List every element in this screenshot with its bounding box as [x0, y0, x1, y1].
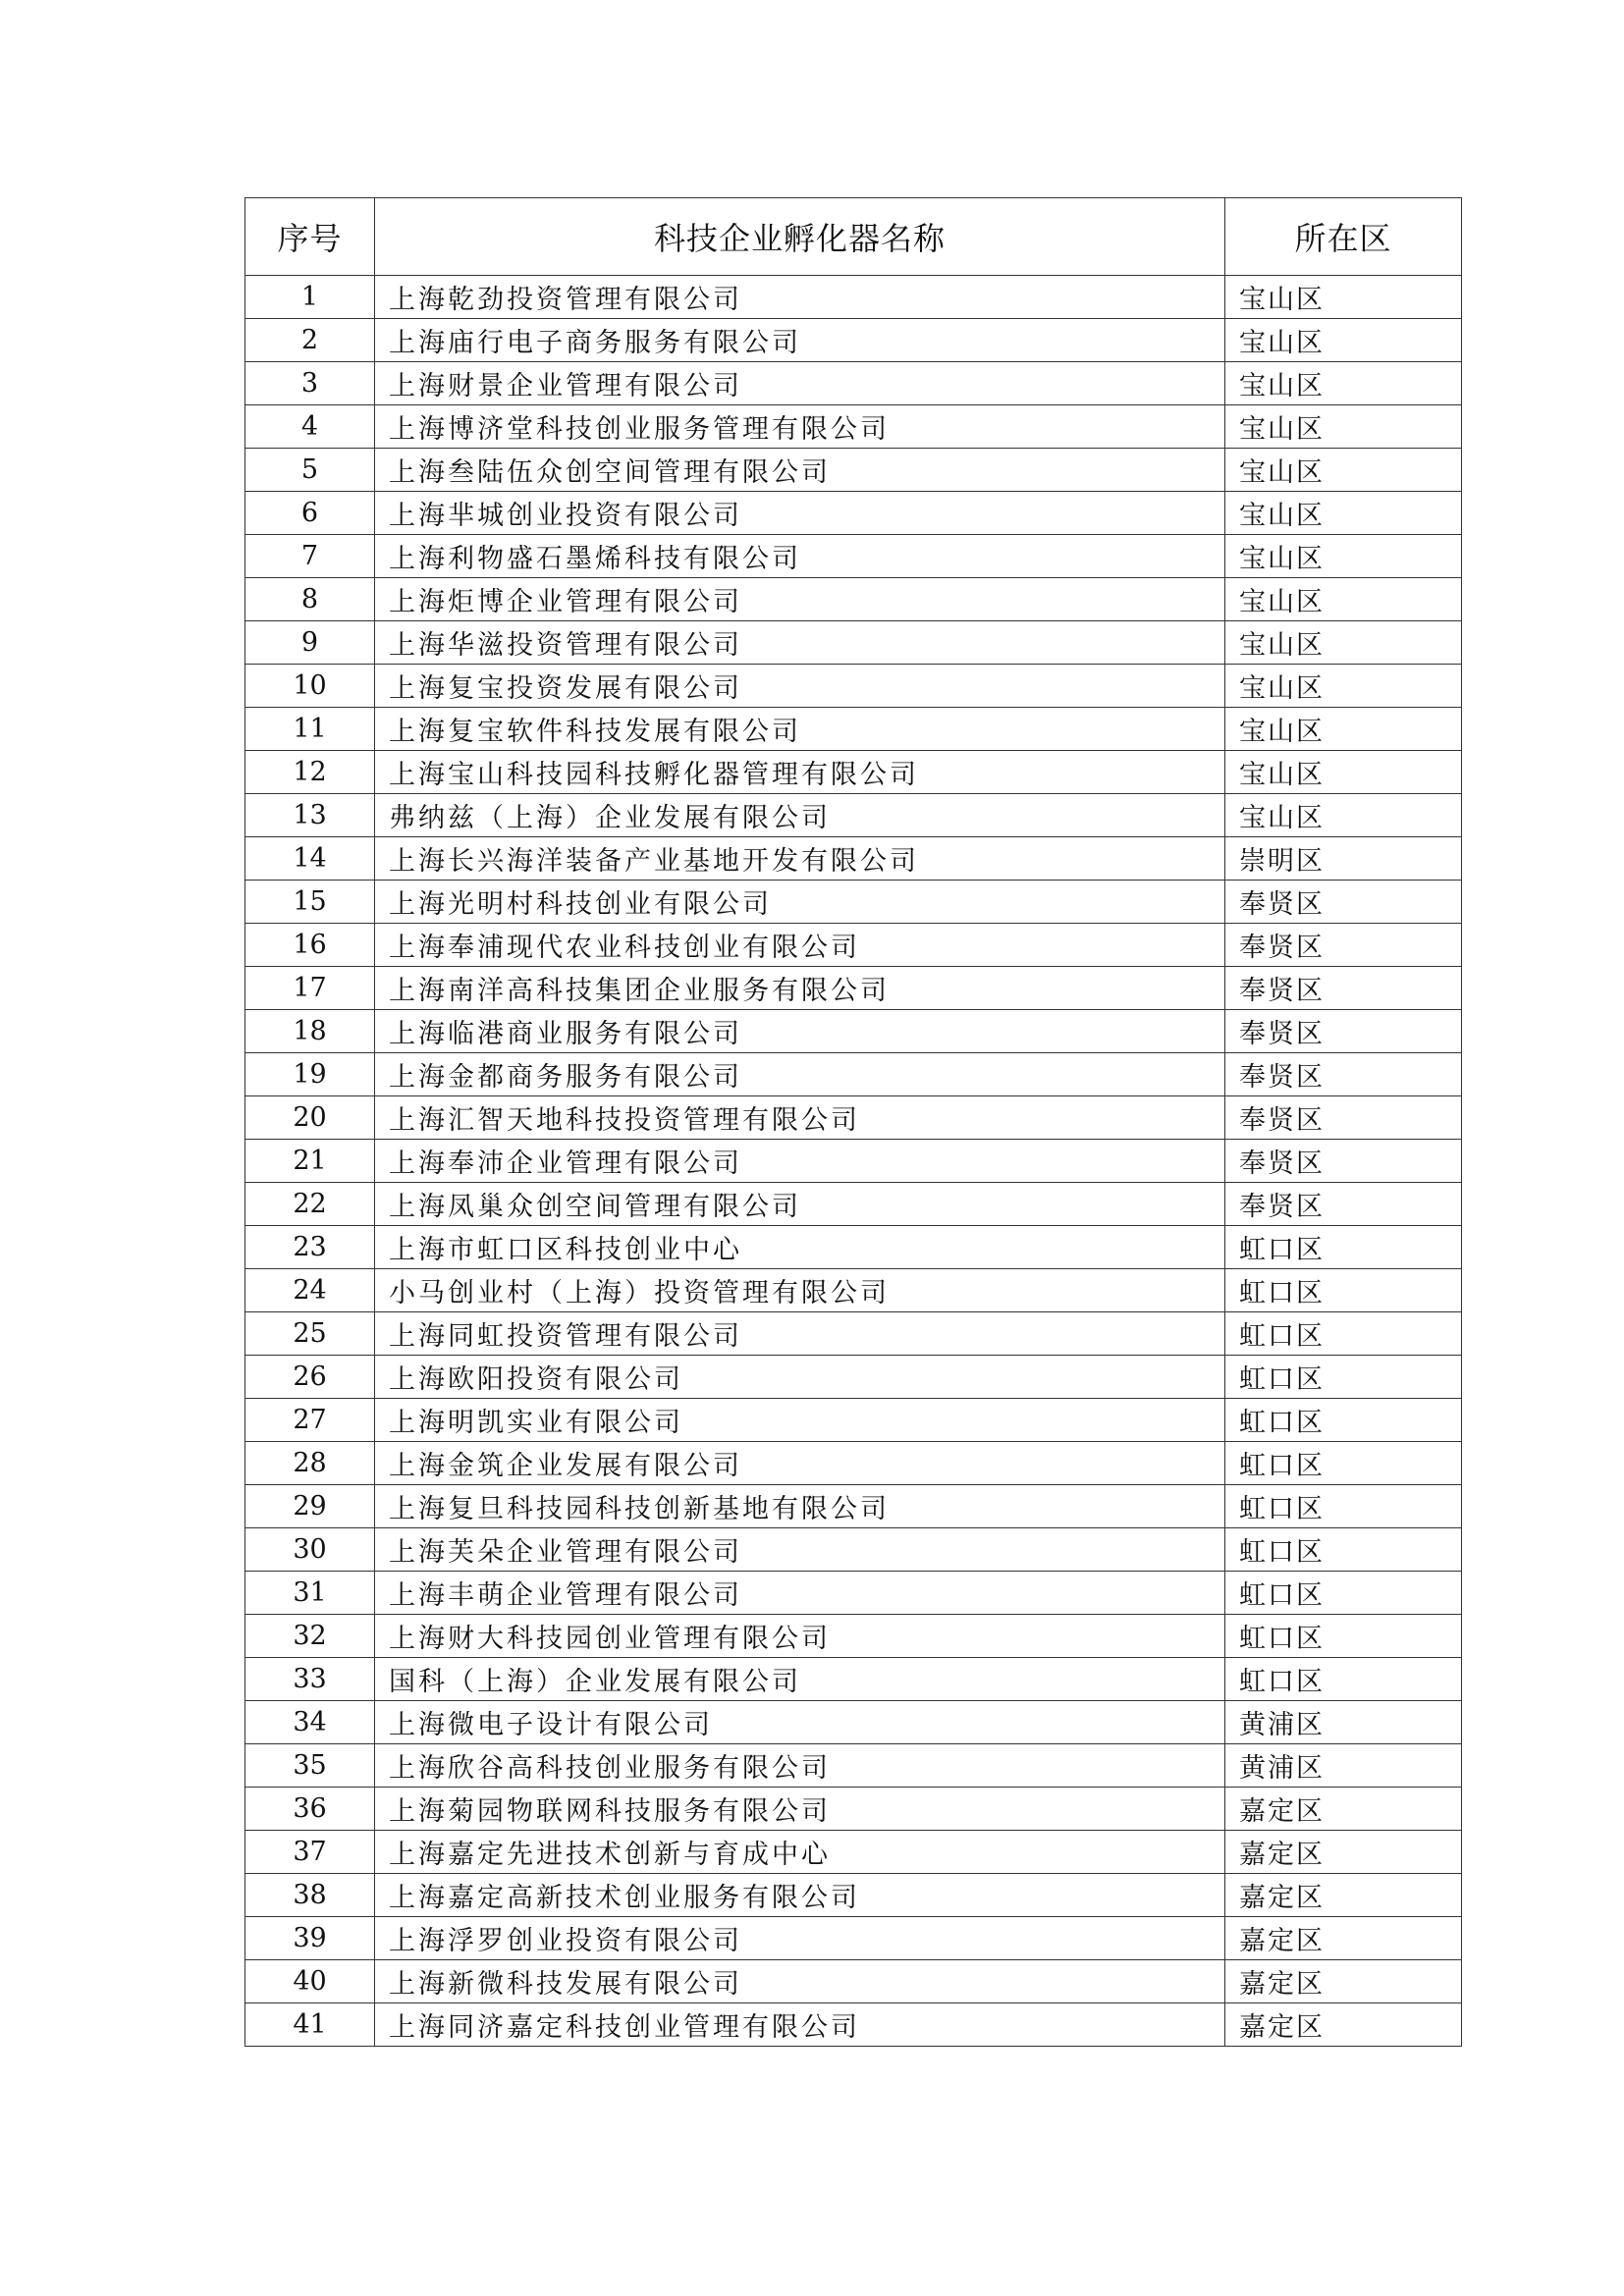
row-district: 宝山区 — [1225, 449, 1462, 492]
row-incubator-name: 上海利物盛石墨烯科技有限公司 — [375, 535, 1225, 578]
row-serial-number: 20 — [245, 1096, 375, 1140]
table-row — [245, 1615, 1462, 1658]
row-incubator-name: 上海菊园物联网科技服务有限公司 — [375, 1788, 1225, 1831]
table-row — [245, 1960, 1462, 2003]
row-incubator-name: 上海凤巢众创空间管理有限公司 — [375, 1183, 1225, 1226]
row-district: 宝山区 — [1225, 621, 1462, 665]
row-serial-number: 23 — [245, 1226, 375, 1269]
row-serial-number: 4 — [245, 405, 375, 449]
row-incubator-name: 上海嘉定高新技术创业服务有限公司 — [375, 1874, 1225, 1917]
table-row — [245, 1442, 1462, 1485]
row-incubator-name: 上海长兴海洋装备产业基地开发有限公司 — [375, 837, 1225, 881]
row-serial-number: 16 — [245, 924, 375, 967]
row-incubator-name: 上海微电子设计有限公司 — [375, 1701, 1225, 1744]
row-incubator-name: 上海明凯实业有限公司 — [375, 1399, 1225, 1442]
row-district: 黄浦区 — [1225, 1701, 1462, 1744]
row-serial-number: 17 — [245, 967, 375, 1010]
row-incubator-name: 上海华滋投资管理有限公司 — [375, 621, 1225, 665]
table-row — [245, 751, 1462, 794]
table-row — [245, 535, 1462, 578]
table-row — [245, 578, 1462, 621]
table-row — [245, 881, 1462, 924]
row-incubator-name: 上海博济堂科技创业服务管理有限公司 — [375, 405, 1225, 449]
table-row — [245, 1788, 1462, 1831]
row-serial-number: 26 — [245, 1356, 375, 1399]
row-incubator-name: 上海叁陆伍众创空间管理有限公司 — [375, 449, 1225, 492]
table-row — [245, 1831, 1462, 1874]
row-incubator-name: 上海宝山科技园科技孵化器管理有限公司 — [375, 751, 1225, 794]
row-district: 虹口区 — [1225, 1226, 1462, 1269]
row-district: 嘉定区 — [1225, 1788, 1462, 1831]
row-serial-number: 31 — [245, 1572, 375, 1615]
row-incubator-name: 上海炬博企业管理有限公司 — [375, 578, 1225, 621]
row-serial-number: 40 — [245, 1960, 375, 2003]
row-incubator-name: 上海金都商务服务有限公司 — [375, 1053, 1225, 1096]
table-row — [245, 1658, 1462, 1701]
row-incubator-name: 上海新微科技发展有限公司 — [375, 1960, 1225, 2003]
table-row — [245, 362, 1462, 405]
row-district: 奉贤区 — [1225, 1010, 1462, 1053]
row-serial-number: 21 — [245, 1140, 375, 1183]
row-incubator-name: 小马创业村（上海）投资管理有限公司 — [375, 1269, 1225, 1312]
row-district: 虹口区 — [1225, 1356, 1462, 1399]
row-serial-number: 38 — [245, 1874, 375, 1917]
row-incubator-name: 弗纳兹（上海）企业发展有限公司 — [375, 794, 1225, 837]
table-row — [245, 1010, 1462, 1053]
table-row — [245, 665, 1462, 708]
header-row — [245, 198, 1462, 276]
row-serial-number: 12 — [245, 751, 375, 794]
table-row — [245, 1399, 1462, 1442]
row-incubator-name: 上海奉沛企业管理有限公司 — [375, 1140, 1225, 1183]
row-incubator-name: 上海丰萌企业管理有限公司 — [375, 1572, 1225, 1615]
table-row — [245, 405, 1462, 449]
row-district: 嘉定区 — [1225, 2003, 1462, 2047]
table-row — [245, 1485, 1462, 1528]
row-serial-number: 32 — [245, 1615, 375, 1658]
row-serial-number: 25 — [245, 1312, 375, 1356]
table-row — [245, 1183, 1462, 1226]
row-serial-number: 19 — [245, 1053, 375, 1096]
row-district: 嘉定区 — [1225, 1874, 1462, 1917]
row-serial-number: 14 — [245, 837, 375, 881]
row-serial-number: 15 — [245, 881, 375, 924]
row-district: 宝山区 — [1225, 708, 1462, 751]
row-serial-number: 11 — [245, 708, 375, 751]
header-serial-number: 序号 — [245, 198, 375, 276]
row-district: 宝山区 — [1225, 578, 1462, 621]
incubator-table — [244, 197, 1462, 2047]
table-header — [245, 198, 1462, 276]
row-serial-number: 5 — [245, 449, 375, 492]
table-row — [245, 1917, 1462, 1960]
row-district: 嘉定区 — [1225, 1831, 1462, 1874]
table-row — [245, 492, 1462, 535]
row-incubator-name: 上海同济嘉定科技创业管理有限公司 — [375, 2003, 1225, 2047]
table-row — [245, 1140, 1462, 1183]
row-incubator-name: 上海复旦科技园科技创新基地有限公司 — [375, 1485, 1225, 1528]
row-incubator-name: 上海嘉定先进技术创新与育成中心 — [375, 1831, 1225, 1874]
row-serial-number: 3 — [245, 362, 375, 405]
row-district: 宝山区 — [1225, 492, 1462, 535]
row-district: 奉贤区 — [1225, 924, 1462, 967]
row-district: 宝山区 — [1225, 362, 1462, 405]
row-serial-number: 10 — [245, 665, 375, 708]
row-incubator-name: 上海欧阳投资有限公司 — [375, 1356, 1225, 1399]
row-district: 宝山区 — [1225, 319, 1462, 362]
row-incubator-name: 上海同虹投资管理有限公司 — [375, 1312, 1225, 1356]
row-incubator-name: 上海临港商业服务有限公司 — [375, 1010, 1225, 1053]
row-incubator-name: 上海市虹口区科技创业中心 — [375, 1226, 1225, 1269]
row-district: 虹口区 — [1225, 1572, 1462, 1615]
table-row — [245, 967, 1462, 1010]
row-serial-number: 7 — [245, 535, 375, 578]
row-district: 嘉定区 — [1225, 1960, 1462, 2003]
row-serial-number: 13 — [245, 794, 375, 837]
row-incubator-name: 上海财大科技园创业管理有限公司 — [375, 1615, 1225, 1658]
row-district: 虹口区 — [1225, 1615, 1462, 1658]
table-body — [245, 276, 1462, 2047]
row-serial-number: 34 — [245, 1701, 375, 1744]
row-incubator-name: 上海光明村科技创业有限公司 — [375, 881, 1225, 924]
table-row — [245, 1053, 1462, 1096]
row-district: 奉贤区 — [1225, 967, 1462, 1010]
row-district: 宝山区 — [1225, 794, 1462, 837]
table-row — [245, 837, 1462, 881]
table-row — [245, 449, 1462, 492]
row-district: 奉贤区 — [1225, 1053, 1462, 1096]
row-serial-number: 27 — [245, 1399, 375, 1442]
row-serial-number: 35 — [245, 1744, 375, 1788]
row-incubator-name: 上海芈城创业投资有限公司 — [375, 492, 1225, 535]
row-district: 虹口区 — [1225, 1399, 1462, 1442]
row-district: 奉贤区 — [1225, 1183, 1462, 1226]
row-district: 奉贤区 — [1225, 1140, 1462, 1183]
row-serial-number: 18 — [245, 1010, 375, 1053]
row-serial-number: 28 — [245, 1442, 375, 1485]
row-serial-number: 37 — [245, 1831, 375, 1874]
row-district: 虹口区 — [1225, 1528, 1462, 1572]
table-row — [245, 1572, 1462, 1615]
table-row — [245, 1744, 1462, 1788]
table-row — [245, 794, 1462, 837]
row-incubator-name: 上海复宝投资发展有限公司 — [375, 665, 1225, 708]
table-row — [245, 1356, 1462, 1399]
row-serial-number: 41 — [245, 2003, 375, 2047]
row-incubator-name: 上海芙朵企业管理有限公司 — [375, 1528, 1225, 1572]
row-serial-number: 8 — [245, 578, 375, 621]
table-row — [245, 1874, 1462, 1917]
row-district: 虹口区 — [1225, 1312, 1462, 1356]
row-incubator-name: 上海奉浦现代农业科技创业有限公司 — [375, 924, 1225, 967]
row-district: 奉贤区 — [1225, 881, 1462, 924]
row-incubator-name: 上海浮罗创业投资有限公司 — [375, 1917, 1225, 1960]
row-district: 虹口区 — [1225, 1658, 1462, 1701]
row-incubator-name: 上海金筑企业发展有限公司 — [375, 1442, 1225, 1485]
table-row — [245, 621, 1462, 665]
row-district: 宝山区 — [1225, 276, 1462, 319]
row-incubator-name: 上海欣谷高科技创业服务有限公司 — [375, 1744, 1225, 1788]
row-district: 嘉定区 — [1225, 1917, 1462, 1960]
row-district: 宝山区 — [1225, 535, 1462, 578]
table-row — [245, 924, 1462, 967]
table-row — [245, 276, 1462, 319]
table-row — [245, 1096, 1462, 1140]
row-serial-number: 30 — [245, 1528, 375, 1572]
table-row — [245, 1528, 1462, 1572]
table-row — [245, 2003, 1462, 2047]
row-incubator-name: 国科（上海）企业发展有限公司 — [375, 1658, 1225, 1701]
table-row — [245, 708, 1462, 751]
row-district: 黄浦区 — [1225, 1744, 1462, 1788]
row-serial-number: 1 — [245, 276, 375, 319]
row-incubator-name: 上海南洋高科技集团企业服务有限公司 — [375, 967, 1225, 1010]
table-row — [245, 1701, 1462, 1744]
row-district: 虹口区 — [1225, 1442, 1462, 1485]
row-district: 奉贤区 — [1225, 1096, 1462, 1140]
row-incubator-name: 上海财景企业管理有限公司 — [375, 362, 1225, 405]
row-district: 崇明区 — [1225, 837, 1462, 881]
row-serial-number: 36 — [245, 1788, 375, 1831]
row-serial-number: 33 — [245, 1658, 375, 1701]
row-serial-number: 24 — [245, 1269, 375, 1312]
row-incubator-name: 上海汇智天地科技投资管理有限公司 — [375, 1096, 1225, 1140]
row-district: 虹口区 — [1225, 1269, 1462, 1312]
row-serial-number: 22 — [245, 1183, 375, 1226]
row-serial-number: 29 — [245, 1485, 375, 1528]
row-serial-number: 2 — [245, 319, 375, 362]
row-district: 宝山区 — [1225, 751, 1462, 794]
header-incubator-name: 科技企业孵化器名称 — [375, 198, 1225, 276]
row-serial-number: 39 — [245, 1917, 375, 1960]
row-serial-number: 9 — [245, 621, 375, 665]
row-incubator-name: 上海庙行电子商务服务有限公司 — [375, 319, 1225, 362]
table-row — [245, 1226, 1462, 1269]
header-district: 所在区 — [1225, 198, 1462, 276]
row-district: 虹口区 — [1225, 1485, 1462, 1528]
row-incubator-name: 上海复宝软件科技发展有限公司 — [375, 708, 1225, 751]
row-district: 宝山区 — [1225, 665, 1462, 708]
row-serial-number: 6 — [245, 492, 375, 535]
table-row — [245, 1312, 1462, 1356]
row-district: 宝山区 — [1225, 405, 1462, 449]
table-row — [245, 1269, 1462, 1312]
table-row — [245, 319, 1462, 362]
row-incubator-name: 上海乾劲投资管理有限公司 — [375, 276, 1225, 319]
